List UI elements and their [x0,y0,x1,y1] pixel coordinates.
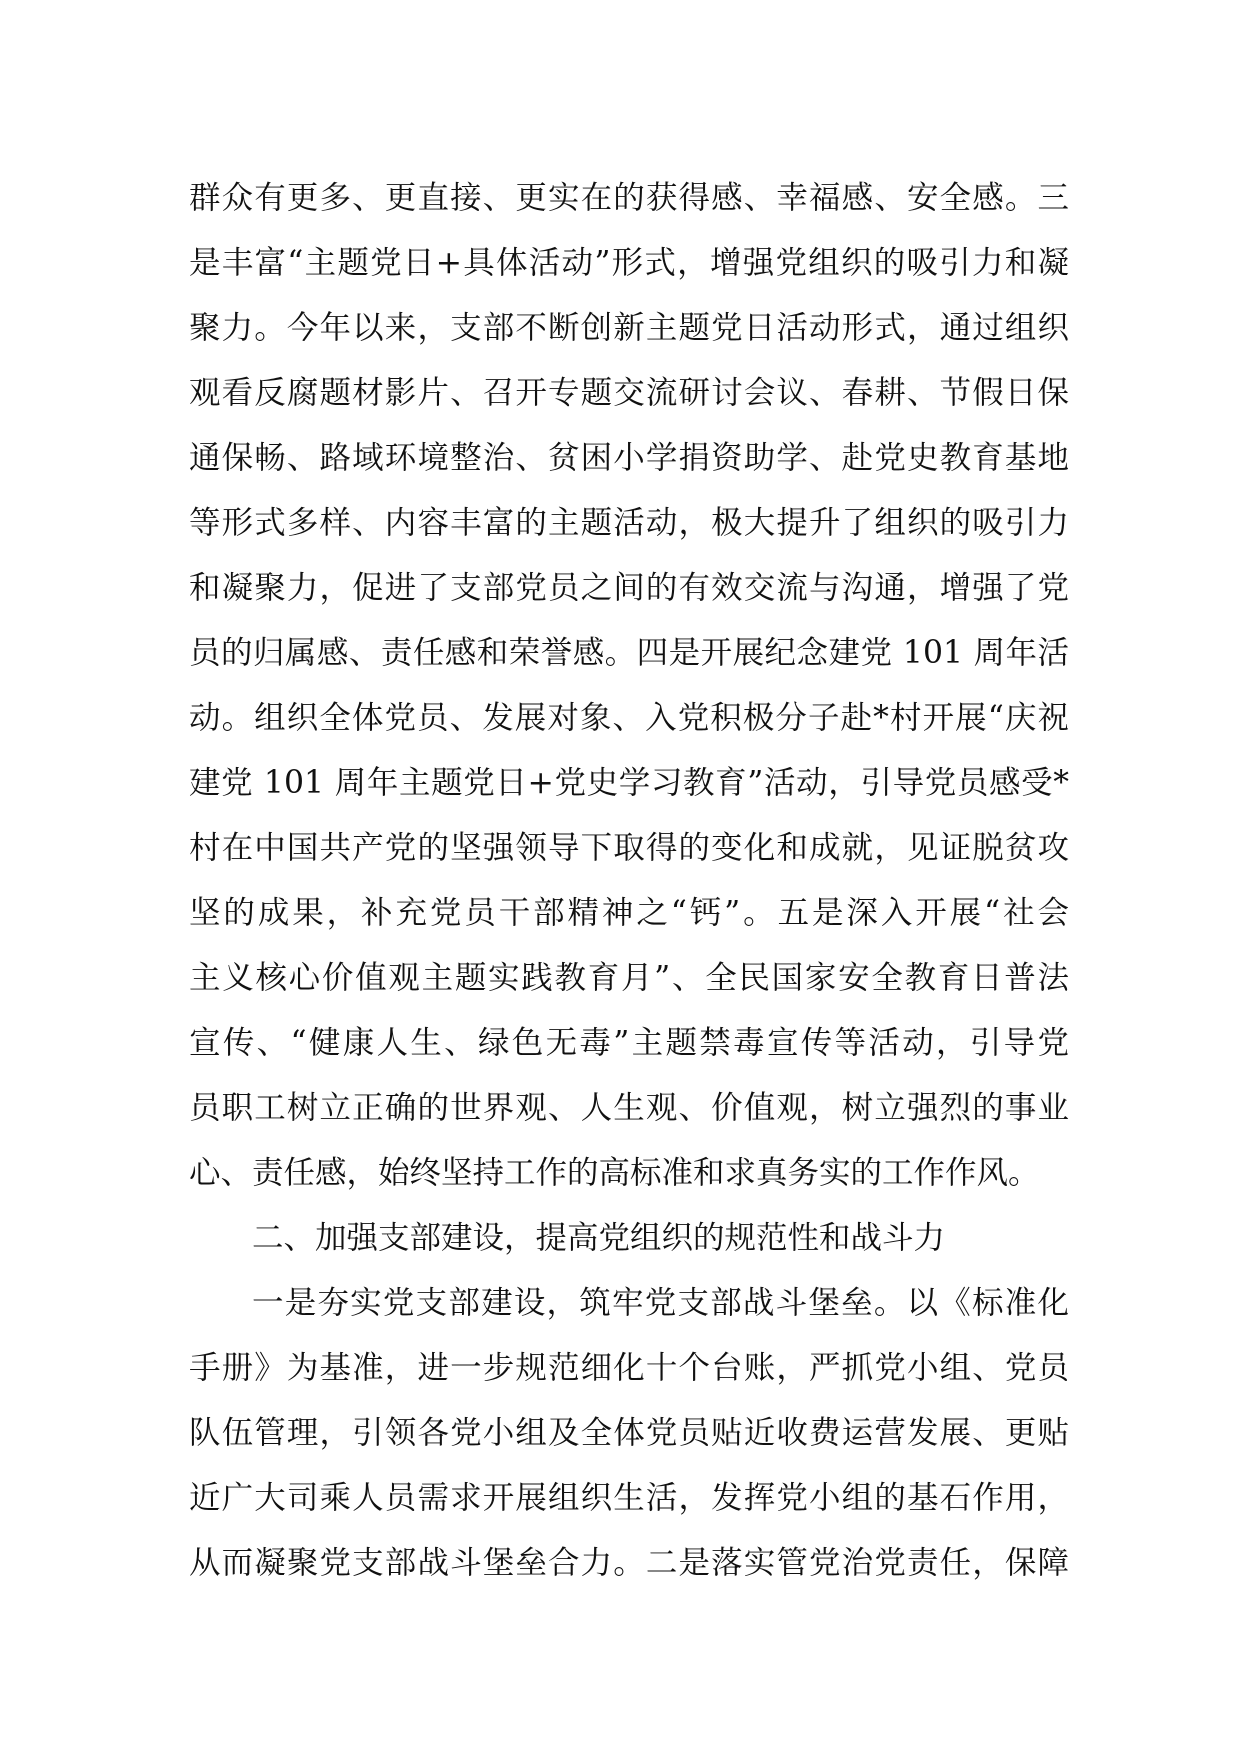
text-line: 手册》为基准，进一步规范细化十个台账，严抓党小组、党员 [189,1350,1069,1386]
text-line: 和凝聚力，促进了支部党员之间的有效交流与沟通，增强了党 [189,570,1069,606]
text-line: 一是夯实党支部建设，筑牢党支部战斗堡垒。以《标准化 [252,1285,1069,1321]
text-line: 心、责任感，始终坚持工作的高标准和求真务实的工作作风。 [189,1155,1040,1191]
body-text [189,166,1069,1596]
text-line: 建党 101 周年主题党日+党史学习教育”活动，引导党员感受* [189,765,1069,801]
text-line: 群众有更多、更直接、更实在的获得感、幸福感、安全感。三 [189,180,1069,216]
text-line: 通保畅、路域环境整治、贫困小学捐资助学、赴党史教育基地 [189,440,1069,476]
text-line: 动。组织全体党员、发展对象、入党积极分子赴*村开展“庆祝 [189,700,1069,736]
text-line: 从而凝聚党支部战斗堡垒合力。二是落实管党治党责任，保障 [189,1545,1069,1581]
text-line: 员职工树立正确的世界观、人生观、价值观，树立强烈的事业 [189,1090,1069,1126]
text-line: 近广大司乘人员需求开展组织生活，发挥党小组的基石作用， [189,1480,1069,1516]
text-line: 主义核心价值观主题实践教育月”、全民国家安全教育日普法 [189,960,1069,996]
text-line: 观看反腐题材影片、召开专题交流研讨会议、春耕、节假日保 [189,375,1069,411]
text-line: 宣传、“健康人生、绿色无毒”主题禁毒宣传等活动，引导党 [189,1025,1069,1061]
text-line: 是丰富“主题党日+具体活动”形式，增强党组织的吸引力和凝 [189,245,1069,281]
text-line: 村在中国共产党的坚强领导下取得的变化和成就，见证脱贫攻 [189,830,1069,866]
text-line: 员的归属感、责任感和荣誉感。四是开展纪念建党 101 周年活 [189,635,1069,671]
text-line: 坚的成果，补充党员干部精神之“钙”。五是深入开展“社会 [189,895,1069,931]
text-line: 等形式多样、内容丰富的主题活动，极大提升了组织的吸引力 [189,505,1069,541]
section-heading: 二、加强支部建设，提高党组织的规范性和战斗力 [252,1220,946,1256]
text-line: 聚力。今年以来，支部不断创新主题党日活动形式，通过组织 [189,310,1069,346]
text-line: 队伍管理，引领各党小组及全体党员贴近收费运营发展、更贴 [189,1415,1069,1451]
